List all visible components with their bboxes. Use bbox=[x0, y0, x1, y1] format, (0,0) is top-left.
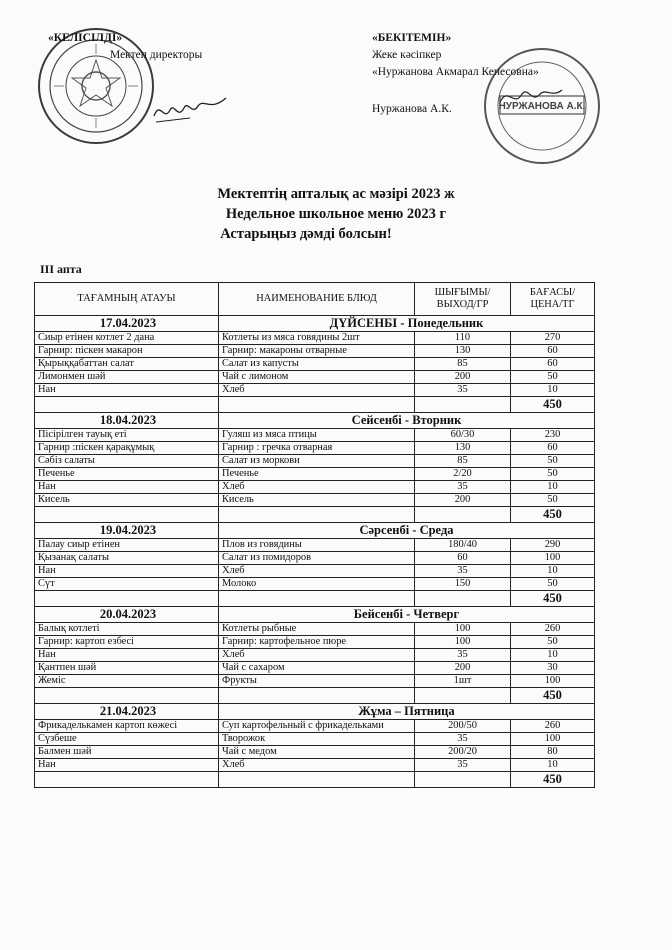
table-row bbox=[35, 429, 595, 442]
dish-yield: 35 bbox=[415, 384, 511, 397]
table-row bbox=[35, 675, 595, 688]
dish-price: 80 bbox=[511, 746, 595, 759]
left-approve-label: «КЕЛІСІЛДІ» bbox=[48, 32, 123, 44]
dish-name-ru: Творожок bbox=[219, 733, 415, 746]
day-date: 20.04.2023 bbox=[35, 607, 219, 623]
day-total-row bbox=[35, 688, 595, 704]
dish-name-ru: Хлеб bbox=[219, 759, 415, 772]
dish-yield: 1шт bbox=[415, 675, 511, 688]
dish-price: 10 bbox=[511, 649, 595, 662]
table-row bbox=[35, 662, 595, 675]
dish-name-kz: Сүт bbox=[35, 578, 219, 591]
left-signature bbox=[150, 92, 230, 126]
dish-name-kz: Сүзбеше bbox=[35, 733, 219, 746]
dish-name-ru: Плов из говядины bbox=[219, 539, 415, 552]
total-spacer-1 bbox=[35, 772, 219, 788]
dish-yield: 200 bbox=[415, 662, 511, 675]
table-row bbox=[35, 623, 595, 636]
total-spacer-3 bbox=[415, 397, 511, 413]
title-ru: Недельное школьное меню 2023 г bbox=[225, 206, 447, 222]
dish-yield: 200/50 bbox=[415, 720, 511, 733]
dish-name-ru: Салат из моркови bbox=[219, 455, 415, 468]
dish-name-kz: Нан bbox=[35, 481, 219, 494]
dish-name-ru: Хлеб bbox=[219, 481, 415, 494]
day-total: 450 bbox=[511, 688, 595, 704]
right-line1: Жеке кәсіпкер bbox=[372, 49, 442, 61]
right-signature bbox=[496, 82, 566, 112]
day-date: 21.04.2023 bbox=[35, 704, 219, 720]
table-row bbox=[35, 481, 595, 494]
dish-name-ru: Хлеб bbox=[219, 565, 415, 578]
day-total-row bbox=[35, 397, 595, 413]
dish-yield: 110 bbox=[415, 332, 511, 345]
dish-name-kz: Нан bbox=[35, 759, 219, 772]
dish-price: 50 bbox=[511, 494, 595, 507]
total-spacer-3 bbox=[415, 688, 511, 704]
day-name: ДҮЙСЕНБІ - Понедельник bbox=[219, 316, 595, 332]
dish-name-ru: Хлеб bbox=[219, 384, 415, 397]
dish-yield: 200 bbox=[415, 371, 511, 384]
table-row bbox=[35, 345, 595, 358]
day-date: 17.04.2023 bbox=[35, 316, 219, 332]
ip-seal-name: НУРЖАНОВА А.К. bbox=[498, 101, 586, 112]
dish-name-kz: Қызанақ салаты bbox=[35, 552, 219, 565]
dish-yield: 130 bbox=[415, 442, 511, 455]
table-row bbox=[35, 332, 595, 345]
table-row bbox=[35, 746, 595, 759]
day-date: 18.04.2023 bbox=[35, 413, 219, 429]
dish-yield: 85 bbox=[415, 455, 511, 468]
total-spacer-1 bbox=[35, 688, 219, 704]
total-spacer-2 bbox=[219, 397, 415, 413]
day-header-row bbox=[35, 413, 595, 429]
dish-price: 100 bbox=[511, 675, 595, 688]
table-row bbox=[35, 384, 595, 397]
dish-name-kz: Кисель bbox=[35, 494, 219, 507]
table-row bbox=[35, 649, 595, 662]
dish-price: 10 bbox=[511, 759, 595, 772]
dish-name-ru: Кисель bbox=[219, 494, 415, 507]
dish-name-kz: Қырыққабаттан салат bbox=[35, 358, 219, 371]
dish-name-ru: Салат из капусты bbox=[219, 358, 415, 371]
day-name: Жұма – Пятница bbox=[219, 704, 595, 720]
day-total: 450 bbox=[511, 772, 595, 788]
total-spacer-2 bbox=[219, 591, 415, 607]
col-header-yield: ШЫҒЫМЫ/ ВЫХОД/ГР bbox=[415, 283, 511, 316]
table-row bbox=[35, 759, 595, 772]
table-row bbox=[35, 455, 595, 468]
dish-yield: 35 bbox=[415, 481, 511, 494]
dish-yield: 60/30 bbox=[415, 429, 511, 442]
col-header-price: БАҒАСЫ/ ЦЕНА/ТГ bbox=[511, 283, 595, 316]
dish-name-kz: Нан bbox=[35, 649, 219, 662]
dish-price: 100 bbox=[511, 733, 595, 746]
dish-price: 60 bbox=[511, 442, 595, 455]
dish-yield: 35 bbox=[415, 565, 511, 578]
dish-price: 230 bbox=[511, 429, 595, 442]
left-role: Мектеп директоры bbox=[110, 49, 203, 61]
dish-name-ru: Молоко bbox=[219, 578, 415, 591]
dish-yield: 100 bbox=[415, 623, 511, 636]
dish-price: 50 bbox=[511, 578, 595, 591]
dish-name-kz: Гарнир: картоп езбесі bbox=[35, 636, 219, 649]
dish-name-ru: Гарнир : гречка отварная bbox=[219, 442, 415, 455]
dish-price: 50 bbox=[511, 636, 595, 649]
dish-price: 60 bbox=[511, 358, 595, 371]
dish-name-kz: Лимонмен шәй bbox=[35, 371, 219, 384]
right-approve-label: «БЕКІТЕМІН» bbox=[372, 32, 452, 44]
dish-name-ru: Чай с сахаром bbox=[219, 662, 415, 675]
dish-price: 100 bbox=[511, 552, 595, 565]
table-row bbox=[35, 720, 595, 733]
dish-name-kz: Балмен шәй bbox=[35, 746, 219, 759]
day-total-row bbox=[35, 507, 595, 523]
total-spacer-1 bbox=[35, 591, 219, 607]
dish-name-ru: Суп картофельный с фрикадельками bbox=[219, 720, 415, 733]
table-row bbox=[35, 494, 595, 507]
dish-name-kz: Қантпен шәй bbox=[35, 662, 219, 675]
dish-name-kz: Сәбіз салаты bbox=[35, 455, 219, 468]
dish-price: 10 bbox=[511, 384, 595, 397]
dish-name-kz: Печенье bbox=[35, 468, 219, 481]
dish-name-ru: Фрукты bbox=[219, 675, 415, 688]
day-date: 19.04.2023 bbox=[35, 523, 219, 539]
dish-name-kz: Балық котлеті bbox=[35, 623, 219, 636]
table-row bbox=[35, 578, 595, 591]
dish-yield: 85 bbox=[415, 358, 511, 371]
day-total: 450 bbox=[511, 397, 595, 413]
table-row bbox=[35, 552, 595, 565]
dish-price: 290 bbox=[511, 539, 595, 552]
dish-name-kz: Гарнир: піскен макарон bbox=[35, 345, 219, 358]
col-header-ru: НАИМЕНОВАНИЕ БЛЮД bbox=[219, 283, 415, 316]
dish-name-kz: Жеміс bbox=[35, 675, 219, 688]
dish-yield: 2/20 bbox=[415, 468, 511, 481]
dish-name-kz: Нан bbox=[35, 384, 219, 397]
dish-yield: 35 bbox=[415, 759, 511, 772]
dish-price: 270 bbox=[511, 332, 595, 345]
title-wish: Астарыңыз дәмді болсын! bbox=[220, 226, 392, 242]
table-row bbox=[35, 539, 595, 552]
total-spacer-3 bbox=[415, 772, 511, 788]
right-line2: «Нуржанова Акмарал Кенесовна» bbox=[372, 66, 539, 78]
dish-yield: 180/40 bbox=[415, 539, 511, 552]
table-row bbox=[35, 468, 595, 481]
week-label: III апта bbox=[40, 262, 82, 276]
dish-yield: 200/20 bbox=[415, 746, 511, 759]
dish-name-ru: Котлеты рыбные bbox=[219, 623, 415, 636]
dish-name-ru: Котлеты из мяса говядины 2шт bbox=[219, 332, 415, 345]
day-total: 450 bbox=[511, 591, 595, 607]
menu-body bbox=[35, 316, 595, 788]
menu-table bbox=[34, 282, 595, 788]
dish-name-kz: Палау сиыр етінен bbox=[35, 539, 219, 552]
dish-price: 50 bbox=[511, 455, 595, 468]
table-row bbox=[35, 358, 595, 371]
dish-price: 10 bbox=[511, 565, 595, 578]
day-name: Бейсенбі - Четверг bbox=[219, 607, 595, 623]
dish-name-kz: Сиыр етінен котлет 2 дана bbox=[35, 332, 219, 345]
table-header-row bbox=[35, 283, 595, 316]
total-spacer-1 bbox=[35, 397, 219, 413]
total-spacer-2 bbox=[219, 688, 415, 704]
total-spacer-3 bbox=[415, 507, 511, 523]
dish-yield: 200 bbox=[415, 494, 511, 507]
day-header-row bbox=[35, 316, 595, 332]
dish-name-kz: Фрикаделькамен картоп көжесі bbox=[35, 720, 219, 733]
dish-price: 260 bbox=[511, 623, 595, 636]
day-total-row bbox=[35, 772, 595, 788]
right-signer: Нуржанова А.К. bbox=[372, 103, 452, 115]
dish-yield: 150 bbox=[415, 578, 511, 591]
dish-name-ru: Гуляш из мяса птицы bbox=[219, 429, 415, 442]
table-row bbox=[35, 442, 595, 455]
day-total: 450 bbox=[511, 507, 595, 523]
day-header-row bbox=[35, 607, 595, 623]
total-spacer-2 bbox=[219, 507, 415, 523]
total-spacer-3 bbox=[415, 591, 511, 607]
dish-name-ru: Чай с лимоном bbox=[219, 371, 415, 384]
dish-yield: 60 bbox=[415, 552, 511, 565]
dish-name-kz: Гарнир :піскен қарақұмық bbox=[35, 442, 219, 455]
day-total-row bbox=[35, 591, 595, 607]
dish-yield: 35 bbox=[415, 649, 511, 662]
table-row bbox=[35, 565, 595, 578]
dish-yield: 130 bbox=[415, 345, 511, 358]
dish-name-ru: Гарнир: макароны отварные bbox=[219, 345, 415, 358]
approval-left bbox=[48, 30, 202, 64]
dish-name-ru: Чай с медом bbox=[219, 746, 415, 759]
day-name: Сәрсенбі - Среда bbox=[219, 523, 595, 539]
day-header-row bbox=[35, 523, 595, 539]
table-row bbox=[35, 371, 595, 384]
dish-yield: 35 bbox=[415, 733, 511, 746]
dish-price: 260 bbox=[511, 720, 595, 733]
total-spacer-2 bbox=[219, 772, 415, 788]
dish-name-ru: Гарнир: картофельное пюре bbox=[219, 636, 415, 649]
dish-name-ru: Салат из помидоров bbox=[219, 552, 415, 565]
dish-name-ru: Хлеб bbox=[219, 649, 415, 662]
dish-name-ru: Печенье bbox=[219, 468, 415, 481]
dish-price: 60 bbox=[511, 345, 595, 358]
dish-price: 50 bbox=[511, 371, 595, 384]
dish-price: 50 bbox=[511, 468, 595, 481]
dish-price: 10 bbox=[511, 481, 595, 494]
dish-name-kz: Нан bbox=[35, 565, 219, 578]
day-header-row bbox=[35, 704, 595, 720]
day-name: Сейсенбі - Вторник bbox=[219, 413, 595, 429]
total-spacer-1 bbox=[35, 507, 219, 523]
col-header-kz: ТАҒАМНЫҢ АТАУЫ bbox=[35, 283, 219, 316]
dish-price: 30 bbox=[511, 662, 595, 675]
title-kz: Мектептің апталық ас мәзірі 2023 ж bbox=[217, 186, 455, 202]
table-row bbox=[35, 636, 595, 649]
dish-yield: 100 bbox=[415, 636, 511, 649]
dish-name-kz: Пісірілген тауық еті bbox=[35, 429, 219, 442]
table-row bbox=[35, 733, 595, 746]
